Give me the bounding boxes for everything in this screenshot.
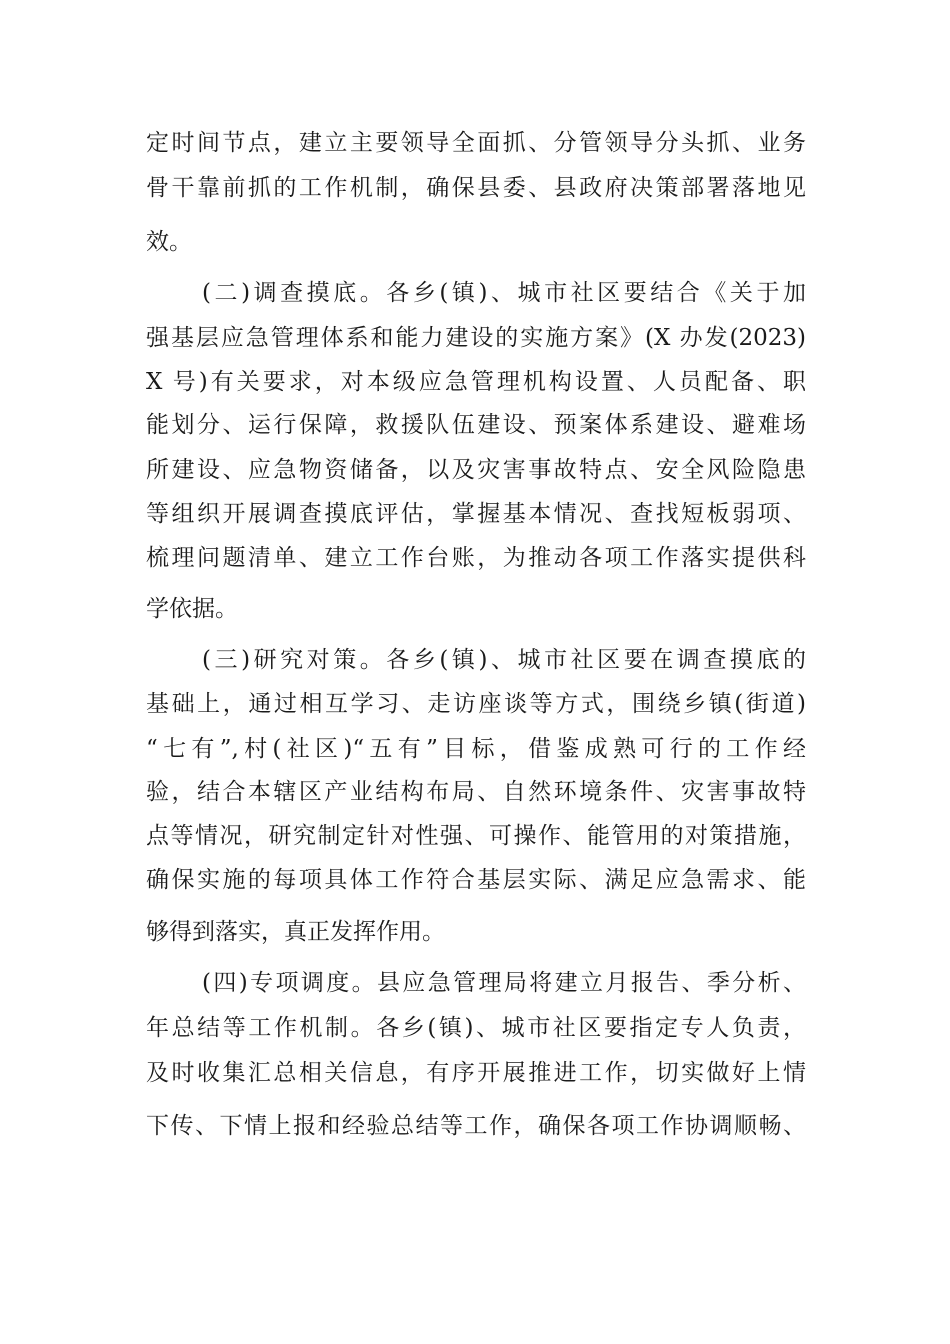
text-line: 确保实施的每项具体工作符合基层实际、满足应急需求、能 <box>146 867 806 893</box>
text-line: 等组织开展调查摸底评估，掌握基本情况、查找短板弱项、 <box>146 501 806 527</box>
text-line: 学依据。 <box>146 596 238 622</box>
paragraph-heading-line: (二)调查摸底。各乡(镇)、城市社区要结合《关于加 <box>202 280 806 306</box>
paragraph-heading-line: (四)专项调度。县应急管理局将建立月报告、季分析、 <box>202 970 806 996</box>
text-line: 定时间节点，建立主要领导全面抓、分管领导分头抓、业务 <box>146 130 806 156</box>
text-line: 所建设、应急物资储备，以及灾害事故特点、安全风险隐患 <box>146 457 806 483</box>
text-line: 够得到落实，真正发挥作用。 <box>146 919 445 945</box>
text-line: 下传、下情上报和经验总结等工作，确保各项工作协调顺畅、 <box>146 1113 806 1139</box>
text-line: 点等情况，研究制定针对性强、可操作、能管用的对策措施， <box>146 823 806 849</box>
text-line: 强基层应急管理体系和能力建设的实施方案》(X 办发(2023) <box>146 325 806 351</box>
text-line: 年总结等工作机制。各乡(镇)、城市社区要指定专人负责， <box>146 1015 806 1041</box>
text-line: 及时收集汇总相关信息，有序开展推进工作，切实做好上情 <box>146 1060 806 1086</box>
text-line: “七有”,村(社区)“五有”目标，借鉴成熟可行的工作经 <box>146 736 806 762</box>
text-line: 梳理问题清单、建立工作台账，为推动各项工作落实提供科 <box>146 545 806 571</box>
text-line: 骨干靠前抓的工作机制，确保县委、县政府决策部署落地见 <box>146 175 806 201</box>
text-line: X 号)有关要求，对本级应急管理机构设置、人员配备、职 <box>146 369 806 395</box>
paragraph-heading-line: (三)研究对策。各乡(镇)、城市社区要在调查摸底的 <box>202 647 806 673</box>
text-line: 基础上，通过相互学习、走访座谈等方式，围绕乡镇(街道) <box>146 691 806 717</box>
text-line: 效。 <box>146 229 192 255</box>
text-line: 能划分、运行保障，救援队伍建设、预案体系建设、避难场 <box>146 412 806 438</box>
text-line: 验，结合本辖区产业结构布局、自然环境条件、灾害事故特 <box>146 779 806 805</box>
